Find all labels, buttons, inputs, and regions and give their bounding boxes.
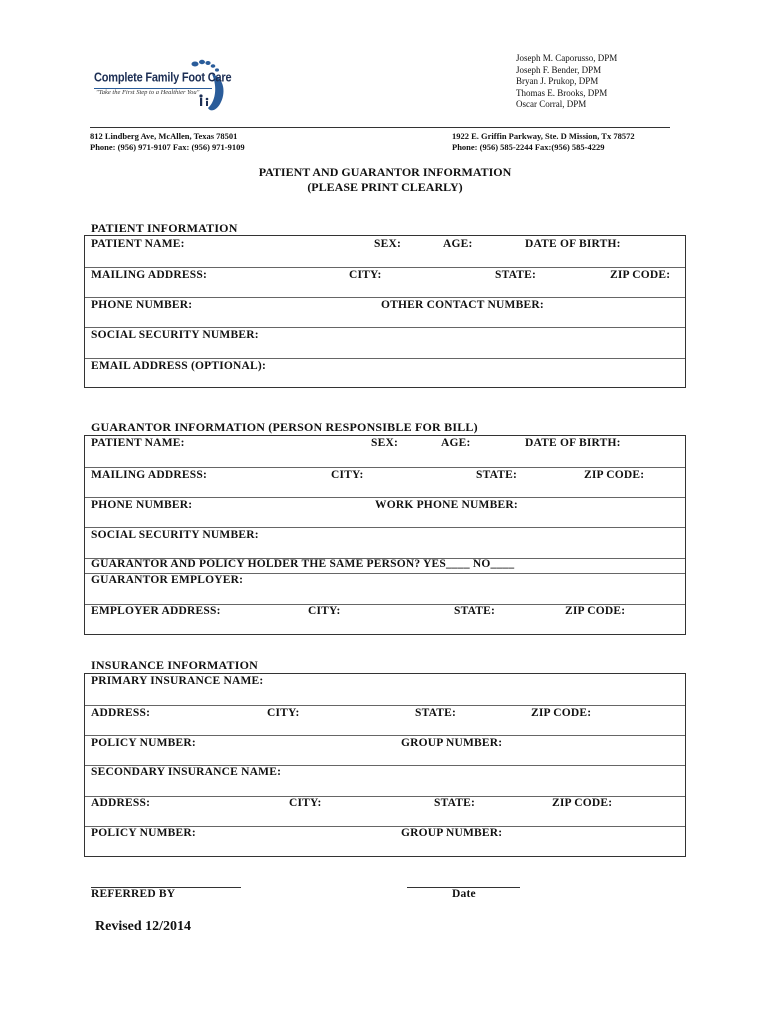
guarantor-row-same-person[interactable] (85, 558, 685, 574)
primary-insurance-label: PRIMARY INSURANCE NAME: (91, 675, 264, 687)
email-label: EMAIL ADDRESS (OPTIONAL): (91, 360, 266, 372)
office-phone: Phone: (956) 971-9107 Fax: (956) 971-9109 (90, 142, 245, 152)
ssn-label: SOCIAL SECURITY NUMBER: (91, 329, 259, 341)
state-label: STATE: (415, 707, 457, 719)
insurance-row-secondary-name[interactable] (85, 765, 685, 797)
doctor-name: Thomas E. Brooks, DPM (516, 87, 608, 98)
city-label: CITY: (331, 469, 364, 481)
zip-label: ZIP CODE: (610, 269, 671, 281)
phone-label: PHONE NUMBER: (91, 299, 193, 311)
state-label: STATE: (476, 469, 518, 481)
guarantor-row-name[interactable] (85, 436, 685, 468)
zip-label: ZIP CODE: (565, 605, 626, 617)
insurance-row-secondary-address[interactable] (85, 796, 685, 827)
patient-name-label: PATIENT NAME: (91, 238, 185, 250)
office-address: 812 Lindberg Ave, McAllen, Texas 78501 (90, 131, 238, 141)
insurance-row-secondary-policy[interactable] (85, 826, 685, 857)
sex-label: SEX: (374, 238, 402, 250)
patient-row-ssn[interactable] (85, 327, 685, 359)
header-divider (90, 127, 670, 128)
doctor-name: Joseph M. Caporusso, DPM (516, 53, 618, 63)
state-label: STATE: (434, 797, 476, 809)
patient-row-name[interactable] (85, 236, 685, 268)
guarantor-row-employer-address[interactable] (85, 604, 685, 635)
work-phone-label: WORK PHONE NUMBER: (375, 499, 518, 511)
mailing-address-label: MAILING ADDRESS: (91, 469, 207, 481)
referred-by-label: REFERRED BY (91, 888, 176, 900)
city-label: CITY: (349, 269, 382, 281)
group-number-label: GROUP NUMBER: (401, 737, 503, 749)
guarantor-info-box (84, 435, 686, 635)
office-address: 1922 E. Griffin Parkway, Ste. D Mission, Tx 78572 (452, 131, 635, 141)
office-phone: Phone: (956) 585-2244 Fax:(956) 585-4229 (452, 142, 605, 152)
same-person-question: GUARANTOR AND POLICY HOLDER THE SAME PERSON? YES____ NO____ (91, 558, 515, 570)
guarantor-name-label: PATIENT NAME: (91, 437, 185, 449)
other-contact-label: OTHER CONTACT NUMBER: (381, 299, 544, 311)
doctor-list (516, 53, 617, 111)
insurance-row-primary-policy[interactable] (85, 735, 685, 766)
logo-tagline: "Take the First Step to a Healthier You" (96, 89, 200, 96)
address-label: ADDRESS: (91, 797, 151, 809)
city-label: CITY: (289, 797, 322, 809)
patient-row-email[interactable] (85, 358, 685, 388)
insurance-info-box (84, 673, 686, 857)
guarantor-section-heading: GUARANTOR INFORMATION (PERSON RESPONSIBLE FOR BILL) (91, 420, 478, 434)
city-label: CITY: (267, 707, 300, 719)
policy-number-label: POLICY NUMBER: (91, 737, 196, 749)
zip-label: ZIP CODE: (584, 469, 645, 481)
guarantor-row-phone[interactable] (85, 497, 685, 528)
phone-label: PHONE NUMBER: (91, 499, 193, 511)
patient-row-address[interactable] (85, 267, 685, 298)
zip-label: ZIP CODE: (531, 707, 592, 719)
form-title: PATIENT AND GUARANTOR INFORMATION (258, 165, 512, 179)
ssn-label: SOCIAL SECURITY NUMBER: (91, 529, 259, 541)
policy-number-label: POLICY NUMBER: (91, 827, 196, 839)
doctor-name: Joseph F. Bender, DPM (516, 64, 602, 75)
guarantor-row-employer[interactable] (85, 573, 685, 605)
city-label: CITY: (308, 605, 341, 617)
patient-info-box (84, 235, 686, 388)
form-subtitle: (PLEASE PRINT CLEARLY) (307, 180, 463, 194)
mailing-address-label: MAILING ADDRESS: (91, 269, 207, 281)
group-number-label: GROUP NUMBER: (401, 827, 503, 839)
patient-row-phone[interactable] (85, 297, 685, 328)
address-label: ADDRESS: (91, 707, 151, 719)
guarantor-row-ssn[interactable] (85, 527, 685, 559)
office-mission (452, 131, 635, 153)
office-mcallen (90, 131, 245, 153)
patient-section-heading: PATIENT INFORMATION (91, 221, 238, 235)
zip-label: ZIP CODE: (552, 797, 613, 809)
age-label: AGE: (443, 238, 473, 250)
guarantor-row-address[interactable] (85, 467, 685, 498)
insurance-row-primary-address[interactable] (85, 705, 685, 736)
state-label: STATE: (495, 269, 537, 281)
dob-label: DATE OF BIRTH: (525, 437, 621, 449)
sex-label: SEX: (371, 437, 399, 449)
employer-label: GUARANTOR EMPLOYER: (91, 574, 244, 586)
doctor-name: Bryan J. Prukop, DPM (516, 76, 599, 86)
insurance-row-primary-name[interactable] (85, 674, 685, 706)
revision-note: Revised 12/2014 (95, 919, 192, 934)
date-label: Date (452, 888, 476, 900)
state-label: STATE: (454, 605, 496, 617)
secondary-insurance-label: SECONDARY INSURANCE NAME: (91, 766, 282, 778)
doctor-name: Oscar Corral, DPM (516, 99, 587, 109)
logo-name: Complete Family Foot Care (94, 70, 232, 86)
insurance-section-heading: INSURANCE INFORMATION (91, 658, 258, 672)
dob-label: DATE OF BIRTH: (525, 238, 621, 250)
age-label: AGE: (441, 437, 471, 449)
employer-address-label: EMPLOYER ADDRESS: (91, 605, 221, 617)
